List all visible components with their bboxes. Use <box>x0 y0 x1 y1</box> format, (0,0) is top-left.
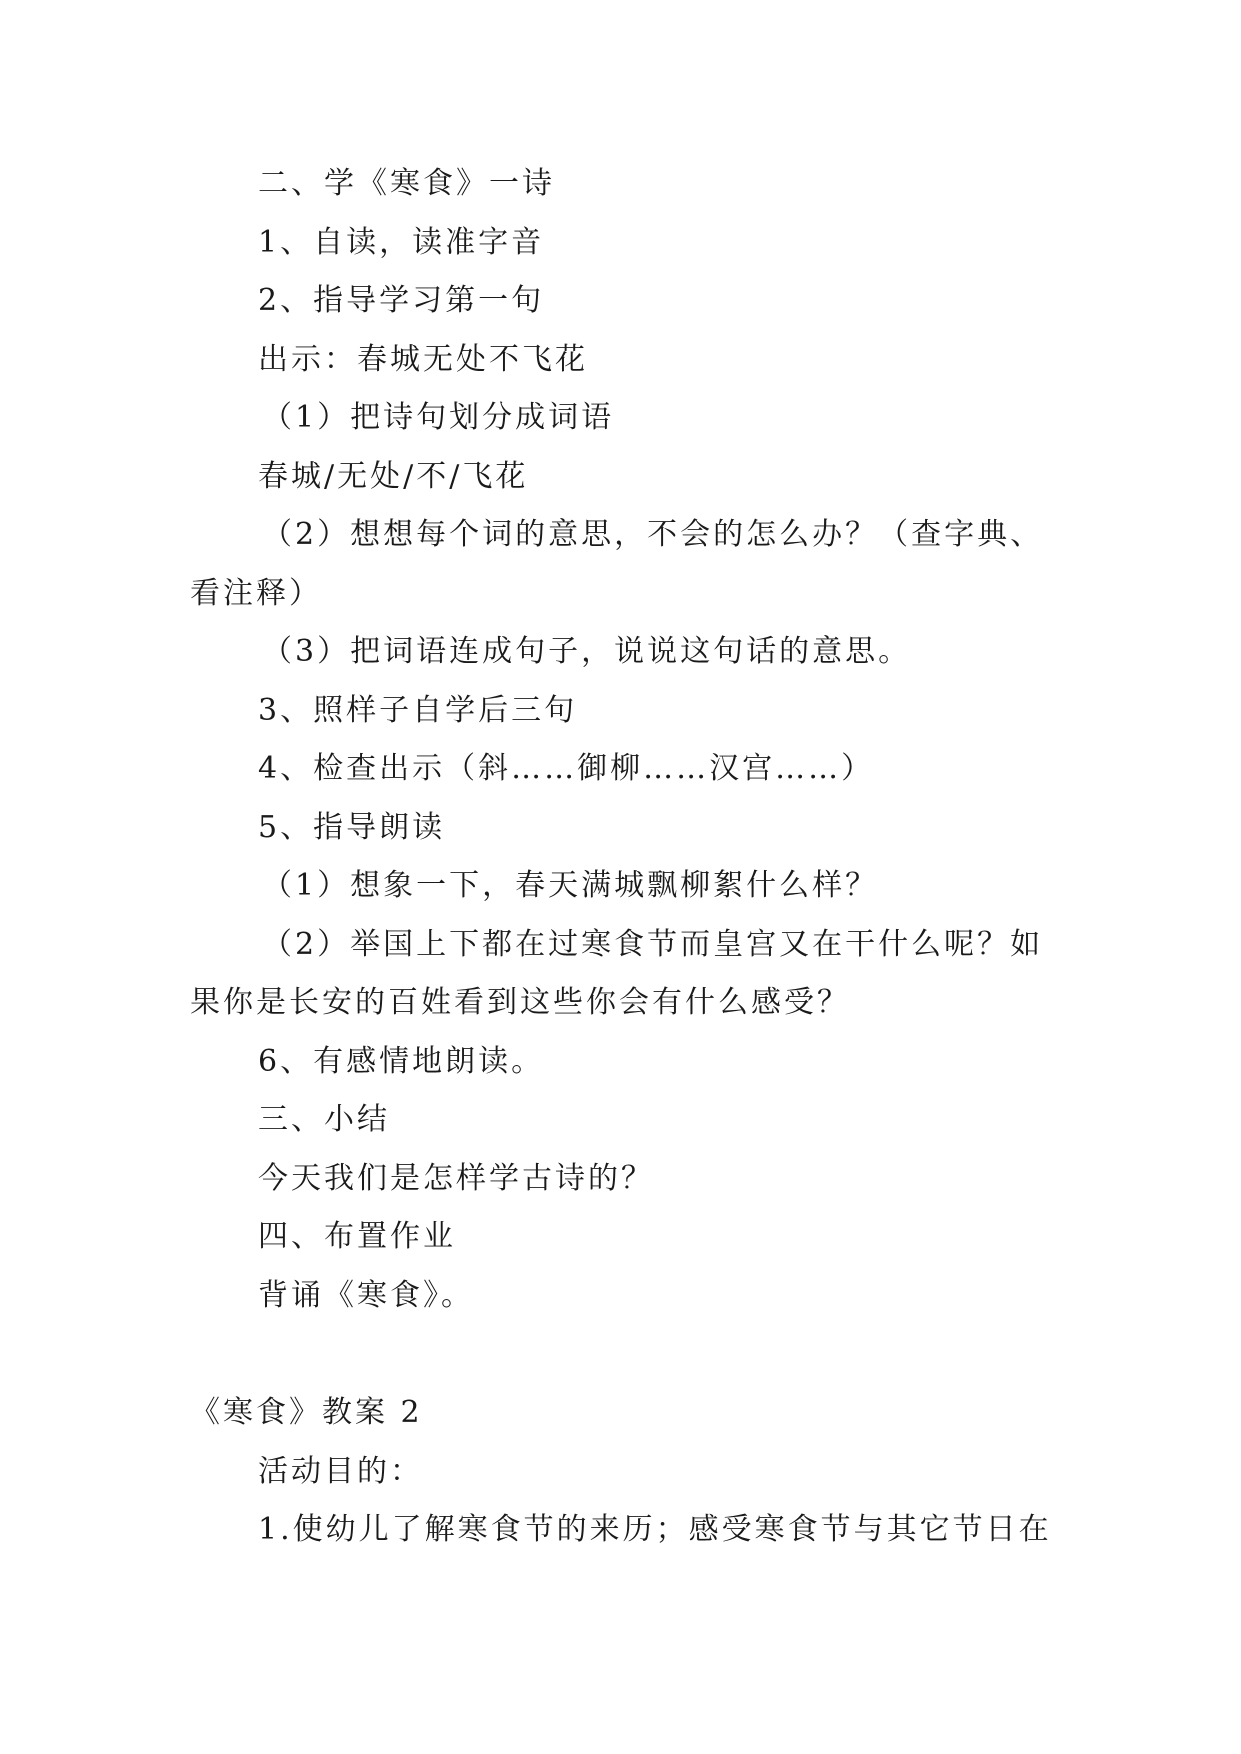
heading-section-2: 二、学《寒食》一诗 <box>258 166 555 201</box>
step-4: 4、检查出示（斜……御柳……汉宫……） <box>258 751 875 786</box>
step-2: 2、指导学习第一句 <box>258 283 545 318</box>
heading-section-4: 四、布置作业 <box>258 1219 456 1254</box>
heading-section-3: 三、小结 <box>258 1102 390 1137</box>
step-6: 6、有感情地朗读。 <box>258 1044 545 1079</box>
lesson-plan-2-title: 《寒食》教案 2 <box>190 1395 423 1430</box>
summary-question: 今天我们是怎样学古诗的？ <box>258 1161 654 1196</box>
substep-2-continued: 看注释） <box>190 576 322 611</box>
reading-substep-1: （1）想象一下，春天满城飘柳絮什么样？ <box>262 868 879 903</box>
activity-goal-1: 1.使幼儿了解寒食节的来历；感受寒食节与其它节日在 <box>258 1512 1052 1547</box>
step-5: 5、指导朗读 <box>258 810 446 845</box>
substep-1: （1）把诗句划分成词语 <box>262 400 615 435</box>
homework-line: 背诵《寒食》。 <box>258 1278 474 1313</box>
substep-2: （2）想想每个词的意思，不会的怎么办？（查字典、 <box>262 517 1044 552</box>
substep-3: （3）把词语连成句子，说说这句话的意思。 <box>262 634 912 669</box>
display-line: 出示：春城无处不飞花 <box>258 342 588 377</box>
word-division: 春城/无处/不/飞花 <box>258 459 529 494</box>
activity-goal-heading: 活动目的： <box>258 1454 423 1489</box>
step-3: 3、照样子自学后三句 <box>258 693 578 728</box>
reading-substep-2: （2）举国上下都在过寒食节而皇宫又在干什么呢？如 <box>262 927 1044 962</box>
step-1: 1、自读，读准字音 <box>258 225 545 260</box>
reading-substep-2-continued: 果你是长安的百姓看到这些你会有什么感受？ <box>190 985 850 1020</box>
